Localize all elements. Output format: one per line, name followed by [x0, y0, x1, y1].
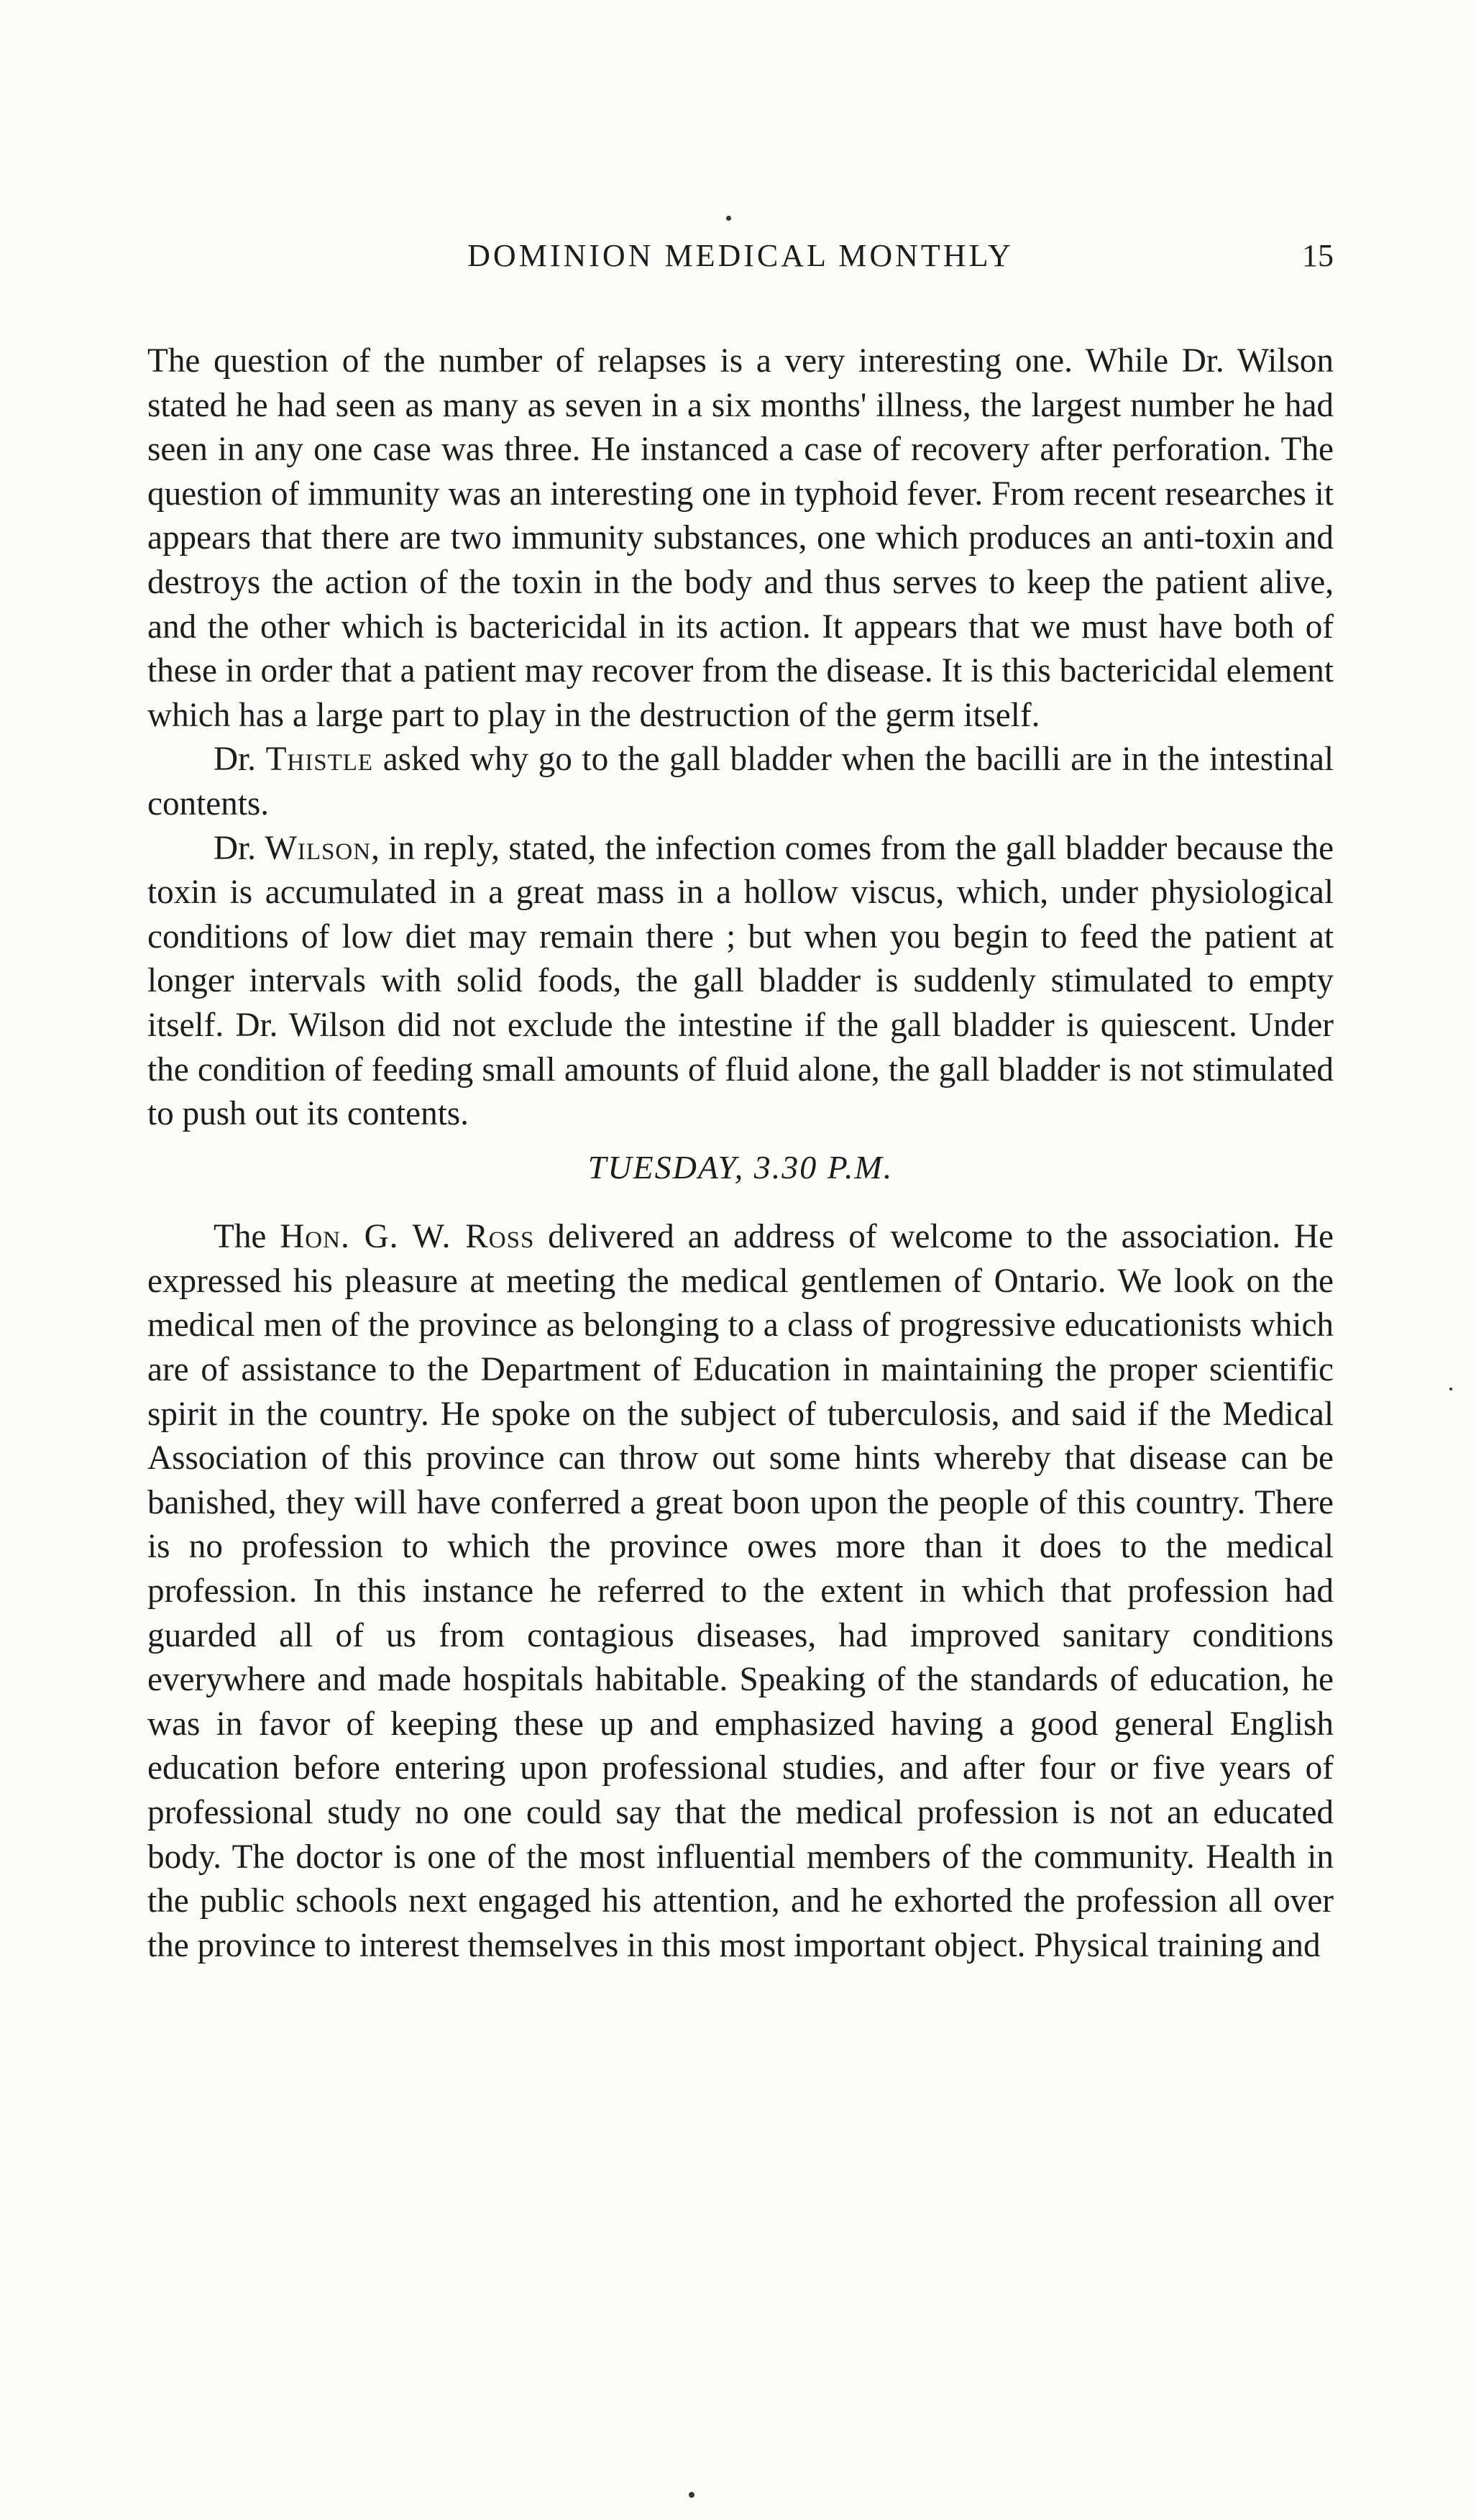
speaker-name: Thistle: [265, 741, 374, 779]
paragraph-relapses: [147, 339, 1334, 738]
speaker-name: Hon. G. W. Ross: [280, 1218, 535, 1256]
paragraph-lead: The: [214, 1218, 280, 1256]
paragraph-text: delivered an address of welcome to the association. He expressed his pleasure at meeting the medical gentlemen of Ontario. We look on the medical men of the province as belonging to a class of progressive educationists which are of assistance to the Department of Education in maintaining the proper scientific spirit in the country. He spoke on the subject of tuberculosis, and said if the Medical Association of this province can throw out some hints whereby that disease can be banished, they will have conferred a great boon upon the people of this country. There is no profession to which the province owes more than it does to the medical profession. In this instance he referred to the extent in which that profession had guarded all of us from contagious diseases, had improved sanitary conditions everywhere and made hospitals habitable. Speaking of the standards of education, he was in favor of keeping these up and emphasized having a good general English education before entering upon professional studies, and after four or five years of professional study no one could say that the medical profession is not an educated body. The doctor is one of the most influential members of the community. Health in the public schools next engaged his attention, and he exhorted the profession all over the province to interest themselves in this most important object. Physical training and: [147, 1218, 1334, 1964]
journal-title: DOMINION MEDICAL MONTHLY: [467, 238, 1014, 273]
paragraph-lead: Dr.: [214, 829, 265, 867]
print-speck: [726, 216, 731, 221]
print-speck: [689, 2492, 695, 2498]
paragraph-lead: Dr.: [214, 741, 266, 779]
paragraph-thistle-question: [147, 738, 1334, 826]
paragraph-text: , in reply, stated, the infection comes from the gall bladder because the toxin is accumulated in a great mass in a hollow viscus, which, under physiological conditions of low diet may remain there ; but when you begin to feed the patient at longer intervals with solid foods, the gall bladder is suddenly stimulated to empty itself. Dr. Wilson did not exclude the intestine if the gall bladder is quiescent. Under the condition of feeding small amounts of fluid alone, the gall bladder is not stimulated to push out its contents.: [147, 829, 1334, 1133]
paragraph-text: asked why go to the gall bladder when the bacilli are in the intestinal contents.: [147, 741, 1334, 823]
paragraph-wilson-reply: [147, 827, 1334, 1137]
running-head: [147, 237, 1334, 280]
print-speck: [1449, 1388, 1452, 1390]
page-number: 15: [1302, 238, 1334, 273]
article-body: [147, 339, 1334, 1968]
speaker-name: Wilson: [265, 829, 372, 867]
paragraph-ross-address: [147, 1215, 1334, 1968]
paragraph-text: The question of the number of relapses is a very interesting one. While Dr. Wilson stated he had seen as many as seven in a six months' illness, the largest number he had seen in any one case was three. He instanced a case of recovery after perforation. The question of immunity was an interesting one in typhoid fever. From recent researches it appears that there are two immunity substances, one which produces an anti-toxin and destroys the action of the toxin in the body and thus serves to keep the patient alive, and the other which is bactericidal in its action. It appears that we must have both of these in order that a patient may recover from the disease. It is this bactericidal element which has a large part to play in the destruction of the germ itself.: [147, 342, 1334, 734]
section-heading: TUESDAY, 3.30 P.M.: [587, 1148, 894, 1186]
page: [147, 237, 1334, 1968]
